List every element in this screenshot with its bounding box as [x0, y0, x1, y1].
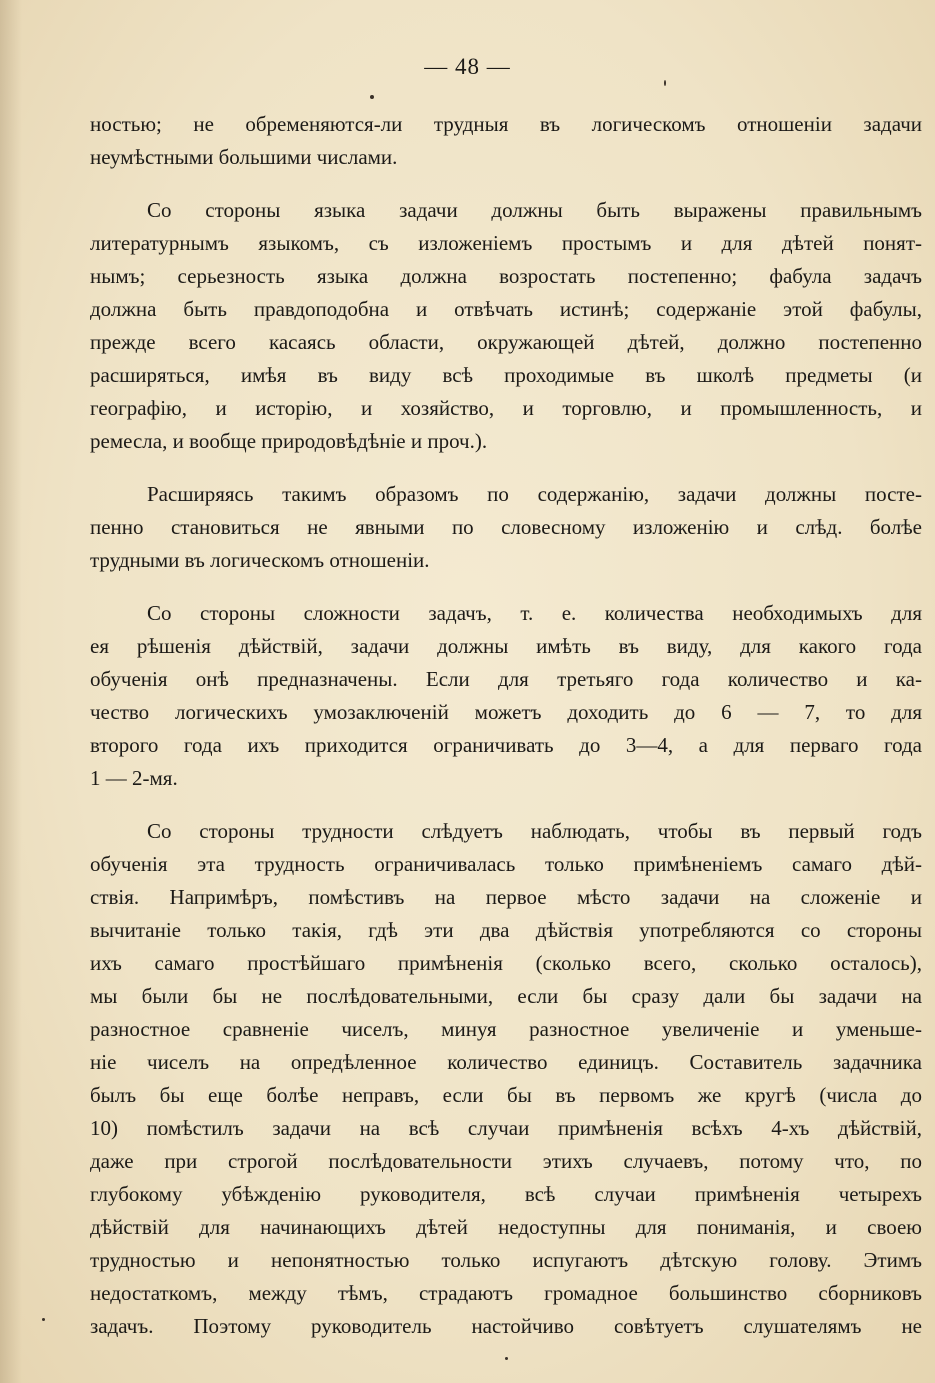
text-line: Со стороны трудности слѣдуетъ наблюдать, чтобы въ первый годъ [147, 819, 922, 843]
text-line: должна быть правдоподобна и отвѣчать истинѣ; содержанiе этой фабулы, [90, 297, 922, 321]
paragraph-gap [90, 795, 922, 815]
text-line: Со стороны сложности задачъ, т. е. количества необходимыхъ для [147, 601, 922, 625]
paragraph-gap [90, 577, 922, 597]
text-line: расширяться, имѣя въ виду всѣ проходимые въ школѣ предметы (и [90, 363, 922, 387]
text-line: прежде всего касаясь области, окружающей дѣтей, должно постепенно [90, 330, 922, 354]
text-line: нiе чиселъ на опредѣленное количество единицъ. Составитель задачника [90, 1050, 922, 1074]
text-line: задачъ. Поэтому руководитель настойчиво совѣтуетъ слушателямъ не [90, 1314, 922, 1338]
text-line: разностное сравненiе чиселъ, минуя разностное увеличенiе и уменьше- [90, 1017, 922, 1041]
text-line: 1 — 2-мя. [90, 766, 178, 790]
page-shadow [0, 0, 22, 1383]
ink-speck [370, 95, 374, 99]
text-line: обученiя онѣ предназначены. Если для третьяго года количество и ка- [90, 667, 922, 691]
text-line: Со стороны языка задачи должны быть выражены правильнымъ [147, 198, 922, 222]
text-line: Расширяясь такимъ образомъ по содержанiю, задачи должны посте- [147, 482, 922, 506]
paragraph [90, 194, 922, 458]
ink-speck [664, 80, 666, 86]
text-line: глубокому убѣжденiю руководителя, всѣ случаи примѣненiя четырехъ [90, 1182, 922, 1206]
text-line: даже при строгой послѣдовательности этихъ случаевъ, потому что, по [90, 1149, 922, 1173]
text-line: вычитанiе только такiя, гдѣ эти два дѣйствiя употребляются со стороны [90, 918, 922, 942]
text-line: пенно становиться не явными по словесному изложенiю и слѣд. болѣе [90, 515, 922, 539]
text-line: ихъ самаго простѣйшаго примѣненiя (сколько всего, сколько осталось), [90, 951, 922, 975]
page-number: — 48 — [424, 54, 511, 79]
text-line: нымъ; серьезность языка должна возростать постепенно; фабула задачъ [90, 264, 922, 288]
paragraph-gap [90, 174, 922, 194]
text-line: 10) помѣстилъ задачи на всѣ случаи примѣненiя всѣхъ 4-хъ дѣйствiй, [90, 1116, 922, 1140]
paragraph [90, 815, 922, 1343]
text-line: ремесла, и вообще природовѣдѣнiе и проч.). [90, 429, 488, 453]
text-line: неумѣстными большими числами. [90, 145, 398, 169]
text-line: географiю, и исторiю, и хозяйство, и торговлю, и промышленность, и [90, 396, 922, 420]
text-line: чество логическихъ умозаключенiй можетъ доходить до 6 — 7, то для [90, 700, 922, 724]
paragraph [90, 597, 922, 795]
text-line: былъ бы еще болѣе неправъ, если бы въ первомъ же кругѣ (числа до [90, 1083, 922, 1107]
text-line: обученiя эта трудность ограничивалась только примѣненiемъ самаго дѣй- [90, 852, 922, 876]
paragraph [90, 478, 922, 577]
text-line: ствiя. Напримѣръ, помѣстивъ на первое мѣсто задачи на сложенiе и [90, 885, 922, 909]
text-line: литературнымъ языкомъ, съ изложенiемъ простымъ и для дѣтей понят- [90, 231, 922, 255]
text-line: трудными въ логическомъ отношенiи. [90, 548, 430, 572]
paragraph-gap [90, 458, 922, 478]
text-line: дѣйствiй для начинающихъ дѣтей недоступны для пониманiя, и своею [90, 1215, 922, 1239]
text-line: ностью; не обременяются-ли трудныя въ логическомъ отношенiи задачи [90, 112, 922, 136]
text-line: ея рѣшенiя дѣйствiй, задачи должны имѣть въ виду, для какого года [90, 634, 922, 658]
text-line: недостаткомъ, между тѣмъ, страдаютъ громадное большинство сборниковъ [90, 1281, 922, 1305]
body-text [90, 108, 922, 1343]
ink-speck [505, 1357, 508, 1360]
text-line: мы были бы не послѣдовательными, если бы сразу дали бы задачи на [90, 984, 922, 1008]
paragraph [90, 108, 922, 174]
ink-speck [42, 1318, 45, 1321]
text-line: трудностью и непонятностью только испугаютъ дѣтскую голову. Этимъ [90, 1248, 922, 1272]
text-line: второго года ихъ приходится ограничивать до 3—4, а для перваго года [90, 733, 922, 757]
